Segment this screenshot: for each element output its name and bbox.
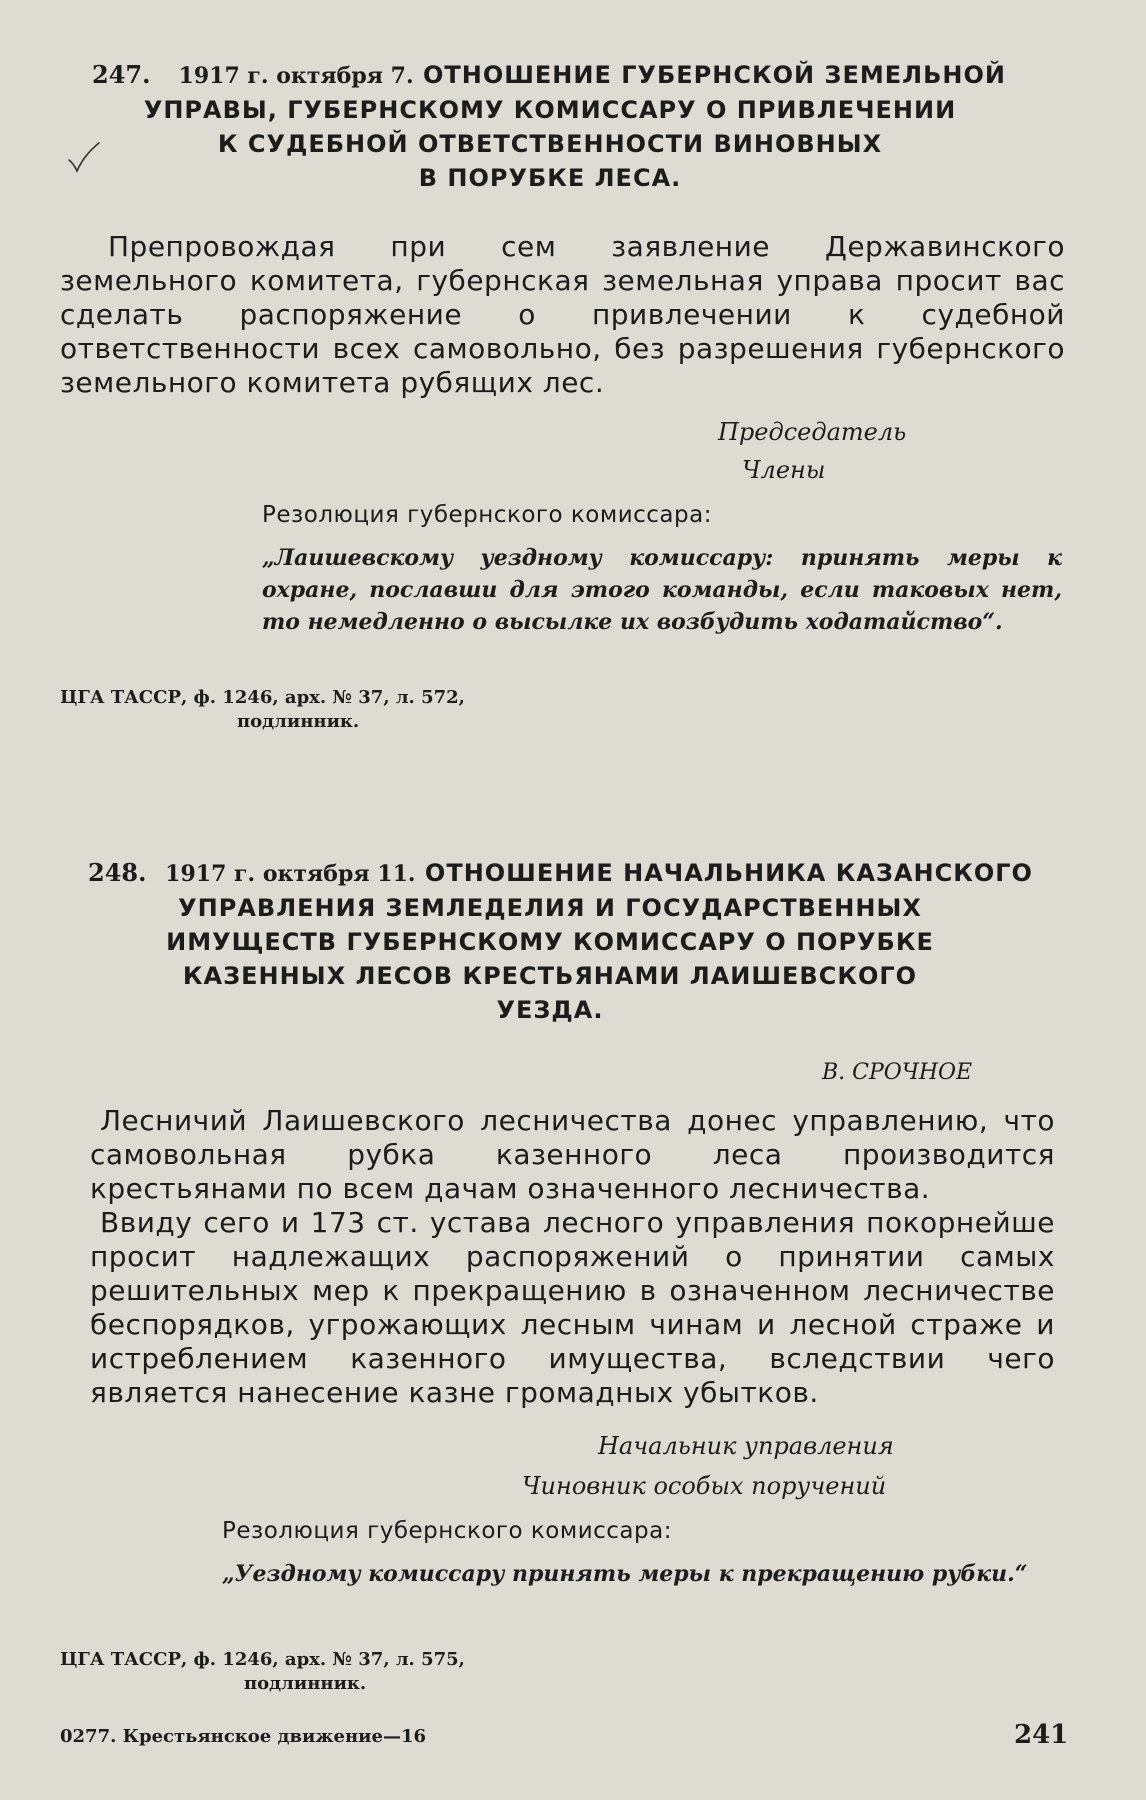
doc248-heading-line1 bbox=[80, 856, 1033, 891]
page-number: 241 bbox=[1014, 1720, 1069, 1750]
doc247-signature-chairman: Председатель bbox=[718, 418, 907, 446]
doc247-title-line: УПРАВЫ, ГУБЕРНСКОМУ КОМИССАРУ О ПРИВЛЕЧЕНИИ bbox=[143, 96, 957, 124]
doc248-paragraph: Ввиду сего и 173 ст. устава лесного управления покорнейше просит надлежащих распоряжений о принятии самых решительных мер к прекращению в означенном лесничестве беспорядков, угрожающих лесным чинам и лесной страже и истреблением казенного имущества, вследствии чего является нанесение казне громадных убытков. bbox=[90, 1206, 1055, 1409]
doc248-title-line: УЕЗДА. bbox=[496, 996, 604, 1024]
doc248-paragraph: Лесничий Лаишевского лесничества донес управлению, что самовольная рубка казенного леса производится крестьянами по всем дачам означенного лесничества. bbox=[90, 1104, 1055, 1205]
doc248-title-line: ИМУЩЕСТВ ГУБЕРНСКОМУ КОМИССАРУ О ПОРУБКЕ bbox=[166, 928, 934, 956]
footer-signature-line: 0277. Крестьянское движение—16 bbox=[60, 1726, 427, 1747]
doc248-title-line: КАЗЕННЫХ ЛЕСОВ КРЕСТЬЯНАМИ ЛАИШЕВСКОГО bbox=[182, 962, 918, 990]
doc247-archive-line: подлинник. bbox=[237, 711, 360, 732]
doc247-date: 1917 г. октября 7. bbox=[178, 63, 414, 89]
doc247-signature-members: Члены bbox=[742, 456, 826, 484]
doc248-title-line: УПРАВЛЕНИЯ ЗЕМЛЕДЕЛИЯ И ГОСУДАРСТВЕННЫХ bbox=[178, 894, 922, 922]
doc247-archive-line: ЦГА ТАССР, ф. 1246, арх. № 37, л. 572, bbox=[60, 687, 465, 708]
doc247-resolution-label: Резолюция губернского комиссара: bbox=[262, 502, 712, 528]
doc248-date: 1917 г. октября 11. bbox=[165, 861, 416, 887]
doc248-resolution-text: „Уездному комиссару принять меры к прекращению рубки.“ bbox=[222, 1561, 1028, 1587]
doc248-body bbox=[90, 1104, 1055, 1410]
doc248-heading bbox=[80, 856, 1033, 1027]
doc248-archive-reference bbox=[60, 1648, 465, 1696]
doc248-title-line: ОТНОШЕНИЕ НАЧАЛЬНИКА КАЗАНСКОГО bbox=[424, 859, 1033, 887]
doc247-number: 247. bbox=[92, 60, 151, 89]
doc247-paragraph: Препровождая при сем заявление Державинского земельного комитета, губернская земельная управа просит вас сделать распоряжение о привлечении к судебной ответственности всех самовольно, без разрешения губернского земельного комитета рубящих лес. bbox=[60, 230, 1065, 399]
doc248-signature-official: Чиновник особых поручений bbox=[522, 1472, 887, 1500]
doc248-archive-line: ЦГА ТАССР, ф. 1246, арх. № 37, л. 575, bbox=[60, 1649, 465, 1670]
doc248-archive-line: подлинник. bbox=[244, 1673, 367, 1694]
doc248-urgency-mark: В. СРОЧНОЕ bbox=[822, 1060, 973, 1085]
doc247-heading-line1 bbox=[80, 58, 1020, 93]
doc247-title-line: В ПОРУБКЕ ЛЕСА. bbox=[418, 164, 682, 192]
doc247-body bbox=[60, 230, 1065, 400]
doc247-heading bbox=[80, 58, 1020, 195]
doc247-resolution-text: „Лаишевскому уездному комиссару: принять меры к охране, пославши для этого команды, если таковых нет, то немедленно о высылке их возбудить ходатайство“. bbox=[262, 545, 1062, 635]
doc248-number: 248. bbox=[88, 858, 147, 887]
doc247-title-line: К СУДЕБНОЙ ОТВЕТСТВЕННОСТИ ВИНОВНЫХ bbox=[217, 130, 883, 158]
doc248-resolution-label: Резолюция губернского комиссара: bbox=[222, 1518, 672, 1544]
doc248-signature-head: Начальник управления bbox=[598, 1432, 894, 1460]
doc247-archive-reference bbox=[60, 686, 465, 734]
check-mark-icon bbox=[66, 140, 102, 174]
doc247-title-line: ОТНОШЕНИЕ ГУБЕРНСКОЙ ЗЕМЕЛЬНОЙ bbox=[422, 61, 1006, 89]
